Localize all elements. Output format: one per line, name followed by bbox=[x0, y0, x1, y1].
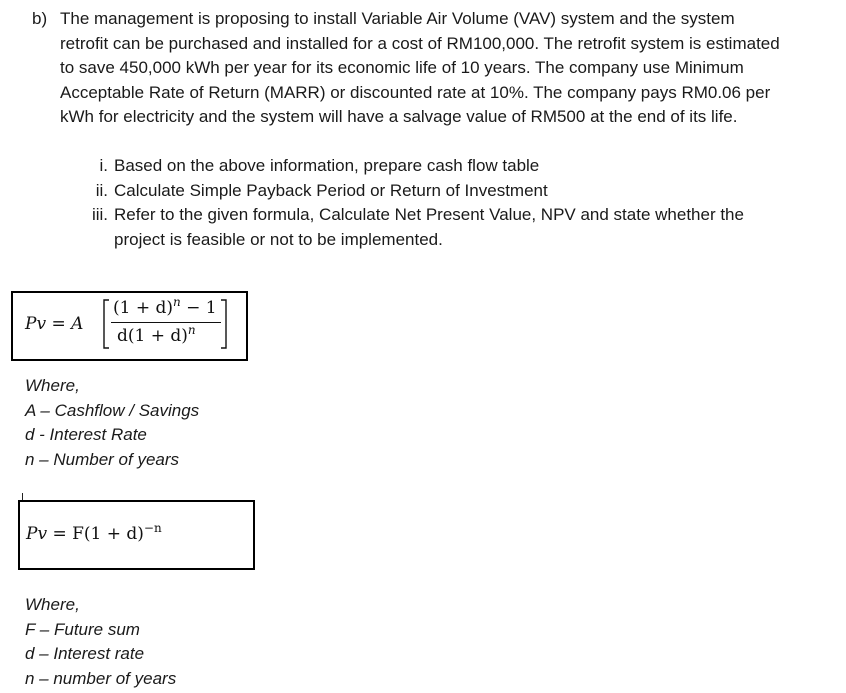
legend-heading: Where, bbox=[25, 595, 80, 614]
formula-single-sum: $Pv = F(1 + d)^{-n}$ bbox=[26, 521, 162, 544]
legend-item: d – Interest rate bbox=[25, 644, 145, 663]
fraction-bar bbox=[111, 322, 221, 323]
formula-annuity-box bbox=[11, 291, 248, 361]
formula-annuity-numerator: $(1 + d)^n - 1$ bbox=[113, 295, 217, 318]
subquestion-item bbox=[76, 154, 776, 179]
formula-single-sum-legend bbox=[25, 593, 176, 691]
question-marker: b) bbox=[32, 9, 48, 28]
subquestion-text: Refer to the given formula, Calculate Net Present Value, NPV and state whether the project is feasible or not to be implemented. bbox=[114, 205, 744, 249]
legend-item: A – Cashflow / Savings bbox=[25, 400, 200, 420]
question-text: The management is proposing to install Variable Air Volume (VAV) system and the system retrofit can be purchased and installed for a cost of RM100,000. The retrofit system is estimated to save 450,000 kWh per year for its economic life of 10 years. The company use Minimum Acceptable Rate of Return (MARR) or discounted rate at 10%. The company pays RM0.06 per kWh for electricity and the system will have a salvage value of RM500 at the end of its life. bbox=[60, 9, 780, 126]
subquestion-list bbox=[76, 154, 776, 252]
formula-single-sum-box bbox=[18, 500, 255, 570]
formula-annuity-denominator: $d(1 + d)^n$ bbox=[117, 323, 196, 346]
subquestion-item bbox=[76, 203, 776, 252]
formula-annuity-legend bbox=[25, 374, 199, 472]
subquestion-item bbox=[76, 179, 776, 204]
subquestion-number: ii. bbox=[95, 180, 108, 200]
subquestion-number: iii. bbox=[91, 205, 108, 224]
legend-item: d - Interest Rate bbox=[25, 425, 147, 444]
formula-annuity-lhs: Pv = A bbox=[25, 314, 84, 334]
subquestion-text: Calculate Simple Payback Period or Return of Investment bbox=[114, 180, 548, 200]
legend-item: n – number of years bbox=[25, 668, 177, 688]
legend-item: n – Number of years bbox=[25, 449, 180, 469]
subquestion-number: i. bbox=[99, 156, 108, 175]
subquestion-text: Based on the above information, prepare cash flow table bbox=[114, 156, 540, 175]
legend-item: F – Future sum bbox=[25, 619, 140, 639]
legend-heading: Where, bbox=[25, 376, 80, 395]
